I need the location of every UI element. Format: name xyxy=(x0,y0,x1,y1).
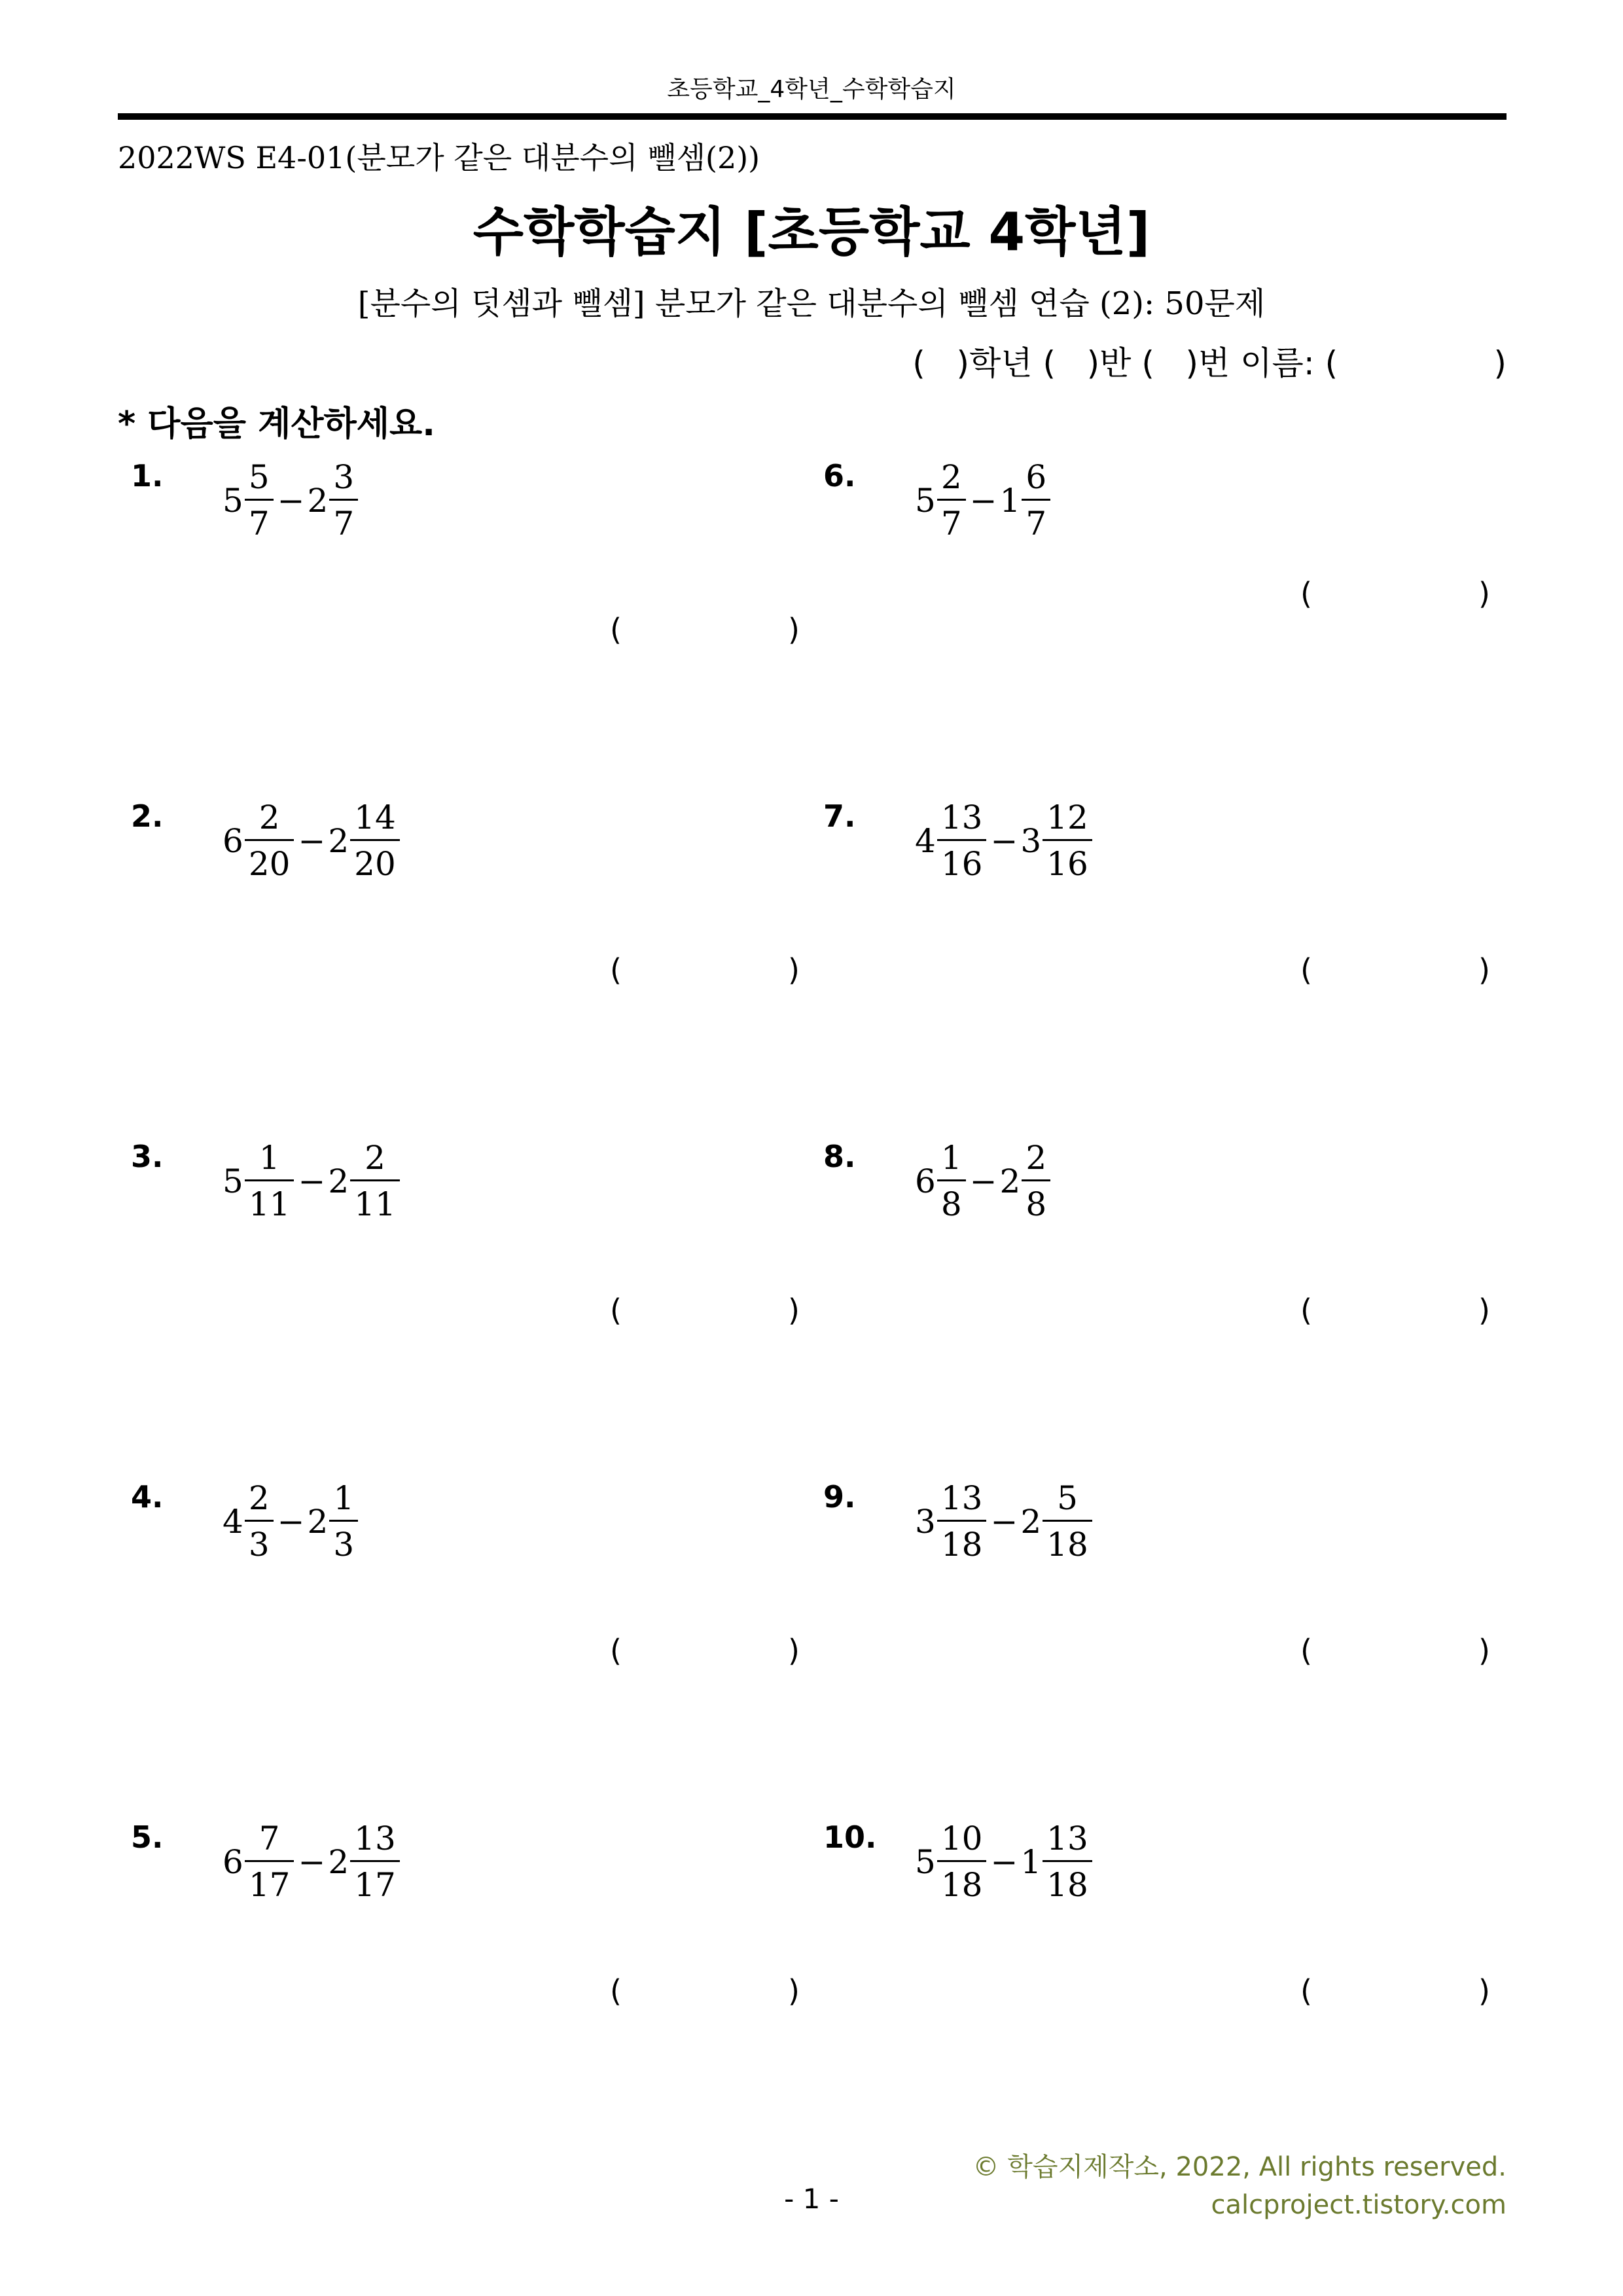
fraction xyxy=(350,1138,400,1225)
denominator: 18 xyxy=(937,1520,987,1565)
problem-expression xyxy=(915,457,1052,544)
denominator: 7 xyxy=(937,499,966,544)
fraction xyxy=(1022,457,1050,544)
page-number: - 1 - xyxy=(784,2183,839,2215)
numerator: 13 xyxy=(354,1820,396,1857)
answer-open-paren: ( xyxy=(610,1293,622,1328)
minus-sign: − xyxy=(298,1842,326,1881)
minus-sign: − xyxy=(277,1502,305,1541)
whole-number: 5 xyxy=(223,1162,243,1200)
fraction xyxy=(329,457,358,544)
numerator: 1 xyxy=(333,1479,355,1517)
numerator: 14 xyxy=(354,798,396,836)
numerator: 1 xyxy=(259,1139,280,1177)
fraction xyxy=(937,1818,987,1905)
fraction xyxy=(245,1478,274,1565)
numerator: 7 xyxy=(259,1820,280,1857)
fraction xyxy=(245,797,294,884)
fraction xyxy=(937,1478,987,1565)
denominator: 7 xyxy=(245,499,274,544)
problem-expression xyxy=(223,1478,359,1565)
whole-number: 6 xyxy=(223,821,243,860)
denominator: 11 xyxy=(245,1179,294,1225)
answer-close-paren: ) xyxy=(788,612,800,647)
answer-open-paren: ( xyxy=(610,612,622,647)
fraction xyxy=(937,457,966,544)
minus-sign: − xyxy=(990,1502,1018,1541)
problem-number: 9. xyxy=(823,1479,856,1515)
answer-blank[interactable] xyxy=(1300,952,1490,988)
whole-number: 3 xyxy=(1020,821,1042,860)
numerator: 3 xyxy=(333,458,355,496)
fraction xyxy=(350,1818,400,1905)
fraction xyxy=(245,1818,294,1905)
answer-close-paren: ) xyxy=(1478,1973,1490,2009)
problem-number: 6. xyxy=(823,458,856,493)
answer-open-paren: ( xyxy=(610,1973,622,2009)
denominator: 16 xyxy=(937,839,987,884)
answer-blank[interactable] xyxy=(1300,576,1490,611)
problem-number: 1. xyxy=(131,458,164,493)
denominator: 11 xyxy=(350,1179,400,1225)
denominator: 17 xyxy=(350,1860,400,1905)
whole-number: 6 xyxy=(223,1842,243,1881)
numerator: 6 xyxy=(1026,458,1047,496)
problem-number: 3. xyxy=(131,1139,164,1174)
denominator: 7 xyxy=(329,499,358,544)
answer-blank[interactable] xyxy=(1300,1973,1490,2009)
minus-sign: − xyxy=(969,481,997,520)
answer-open-paren: ( xyxy=(1300,1973,1312,2009)
fraction xyxy=(937,797,987,884)
denominator: 8 xyxy=(937,1179,966,1225)
problem-number: 2. xyxy=(131,798,164,834)
numerator: 13 xyxy=(1046,1820,1088,1857)
problem-number: 4. xyxy=(131,1479,164,1515)
fraction xyxy=(350,797,400,884)
answer-open-paren: ( xyxy=(1300,952,1312,988)
denominator: 7 xyxy=(1022,499,1050,544)
minus-sign: − xyxy=(969,1162,997,1200)
document-code: 2022WS E4-01(분모가 같은 대분수의 뺄셈(2)) xyxy=(118,140,760,175)
denominator: 18 xyxy=(1043,1520,1092,1565)
website-text: calcproject.tistory.com xyxy=(1211,2190,1507,2220)
whole-number: 4 xyxy=(915,821,936,860)
fraction xyxy=(329,1478,358,1565)
numerator: 2 xyxy=(940,458,962,496)
whole-number: 2 xyxy=(328,821,349,860)
denominator: 20 xyxy=(350,839,400,884)
whole-number: 6 xyxy=(915,1162,936,1200)
whole-number: 2 xyxy=(328,1842,349,1881)
problem-expression xyxy=(223,797,401,884)
answer-blank[interactable] xyxy=(610,612,800,647)
numerator: 2 xyxy=(259,798,280,836)
problem-expression xyxy=(223,1138,401,1225)
page-subtitle: [분수의 덧셈과 뺄셈] 분모가 같은 대분수의 뺄셈 연습 (2): 50문제 xyxy=(357,285,1266,322)
answer-close-paren: ) xyxy=(788,952,800,988)
running-header: 초등학교_4학년_수학학습지 xyxy=(667,76,956,103)
problem-number: 10. xyxy=(823,1820,877,1855)
answer-blank[interactable] xyxy=(610,952,800,988)
numerator: 2 xyxy=(248,1479,270,1517)
fraction xyxy=(1043,1478,1092,1565)
denominator: 18 xyxy=(937,1860,987,1905)
denominator: 16 xyxy=(1043,839,1092,884)
answer-open-paren: ( xyxy=(1300,576,1312,611)
fraction xyxy=(245,457,274,544)
problem-expression xyxy=(915,797,1094,884)
problem-number: 5. xyxy=(131,1820,164,1855)
minus-sign: − xyxy=(990,821,1018,860)
answer-close-paren: ) xyxy=(1478,1633,1490,1668)
answer-close-paren: ) xyxy=(1478,1293,1490,1328)
answer-blank[interactable] xyxy=(610,1633,800,1668)
problem-expression xyxy=(223,1818,401,1905)
denominator: 18 xyxy=(1043,1860,1092,1905)
minus-sign: − xyxy=(298,821,326,860)
numerator: 13 xyxy=(940,1479,983,1517)
whole-number: 2 xyxy=(1020,1502,1042,1541)
minus-sign: − xyxy=(298,1162,326,1200)
answer-open-paren: ( xyxy=(1300,1633,1312,1668)
numerator: 5 xyxy=(1057,1479,1078,1517)
copyright-text: © 학습지제작소, 2022, All rights reserved. xyxy=(972,2152,1507,2182)
problem-number: 8. xyxy=(823,1139,856,1174)
whole-number: 2 xyxy=(307,481,329,520)
whole-number: 2 xyxy=(328,1162,349,1200)
denominator: 20 xyxy=(245,839,294,884)
numerator: 5 xyxy=(248,458,270,496)
problem-expression xyxy=(915,1818,1094,1905)
answer-close-paren: ) xyxy=(788,1973,800,2009)
fraction xyxy=(1043,797,1092,884)
fraction xyxy=(937,1138,966,1225)
whole-number: 2 xyxy=(999,1162,1021,1200)
answer-open-paren: ( xyxy=(610,952,622,988)
denominator: 8 xyxy=(1022,1179,1050,1225)
answer-close-paren: ) xyxy=(788,1293,800,1328)
answer-close-paren: ) xyxy=(788,1633,800,1668)
fraction xyxy=(1043,1818,1092,1905)
whole-number: 3 xyxy=(915,1502,936,1541)
denominator: 3 xyxy=(245,1520,274,1565)
problem-expression xyxy=(223,457,359,544)
numerator: 1 xyxy=(940,1139,962,1177)
fraction xyxy=(1022,1138,1050,1225)
numerator: 2 xyxy=(1026,1139,1047,1177)
answer-close-paren: ) xyxy=(1478,952,1490,988)
answer-blank[interactable] xyxy=(610,1973,800,2009)
minus-sign: − xyxy=(277,481,305,520)
student-info-line: ( )학년 ( )반 ( )번 이름: ( ) xyxy=(912,344,1507,382)
answer-open-paren: ( xyxy=(1300,1293,1312,1328)
answer-blank[interactable] xyxy=(610,1293,800,1328)
fraction xyxy=(245,1138,294,1225)
copyright-block xyxy=(972,2148,1507,2224)
page-title: 수학학습지 [초등학교 4학년] xyxy=(473,202,1150,262)
denominator: 17 xyxy=(245,1860,294,1905)
whole-number: 5 xyxy=(915,1842,936,1881)
instruction-text: * 다음을 계산하세요. xyxy=(118,404,436,444)
whole-number: 5 xyxy=(223,481,243,520)
problem-expression xyxy=(915,1138,1052,1225)
answer-blank[interactable] xyxy=(1300,1293,1490,1328)
numerator: 12 xyxy=(1046,798,1088,836)
problem-expression xyxy=(915,1478,1094,1565)
problem-number: 7. xyxy=(823,798,856,834)
answer-open-paren: ( xyxy=(610,1633,622,1668)
whole-number: 1 xyxy=(1020,1842,1042,1881)
numerator: 10 xyxy=(940,1820,983,1857)
answer-blank[interactable] xyxy=(1300,1633,1490,1668)
denominator: 3 xyxy=(329,1520,358,1565)
answer-close-paren: ) xyxy=(1478,576,1490,611)
whole-number: 2 xyxy=(307,1502,329,1541)
header-rule xyxy=(118,113,1507,120)
numerator: 2 xyxy=(365,1139,385,1177)
numerator: 13 xyxy=(940,798,983,836)
whole-number: 5 xyxy=(915,481,936,520)
minus-sign: − xyxy=(990,1842,1018,1881)
whole-number: 1 xyxy=(999,481,1021,520)
whole-number: 4 xyxy=(223,1502,243,1541)
